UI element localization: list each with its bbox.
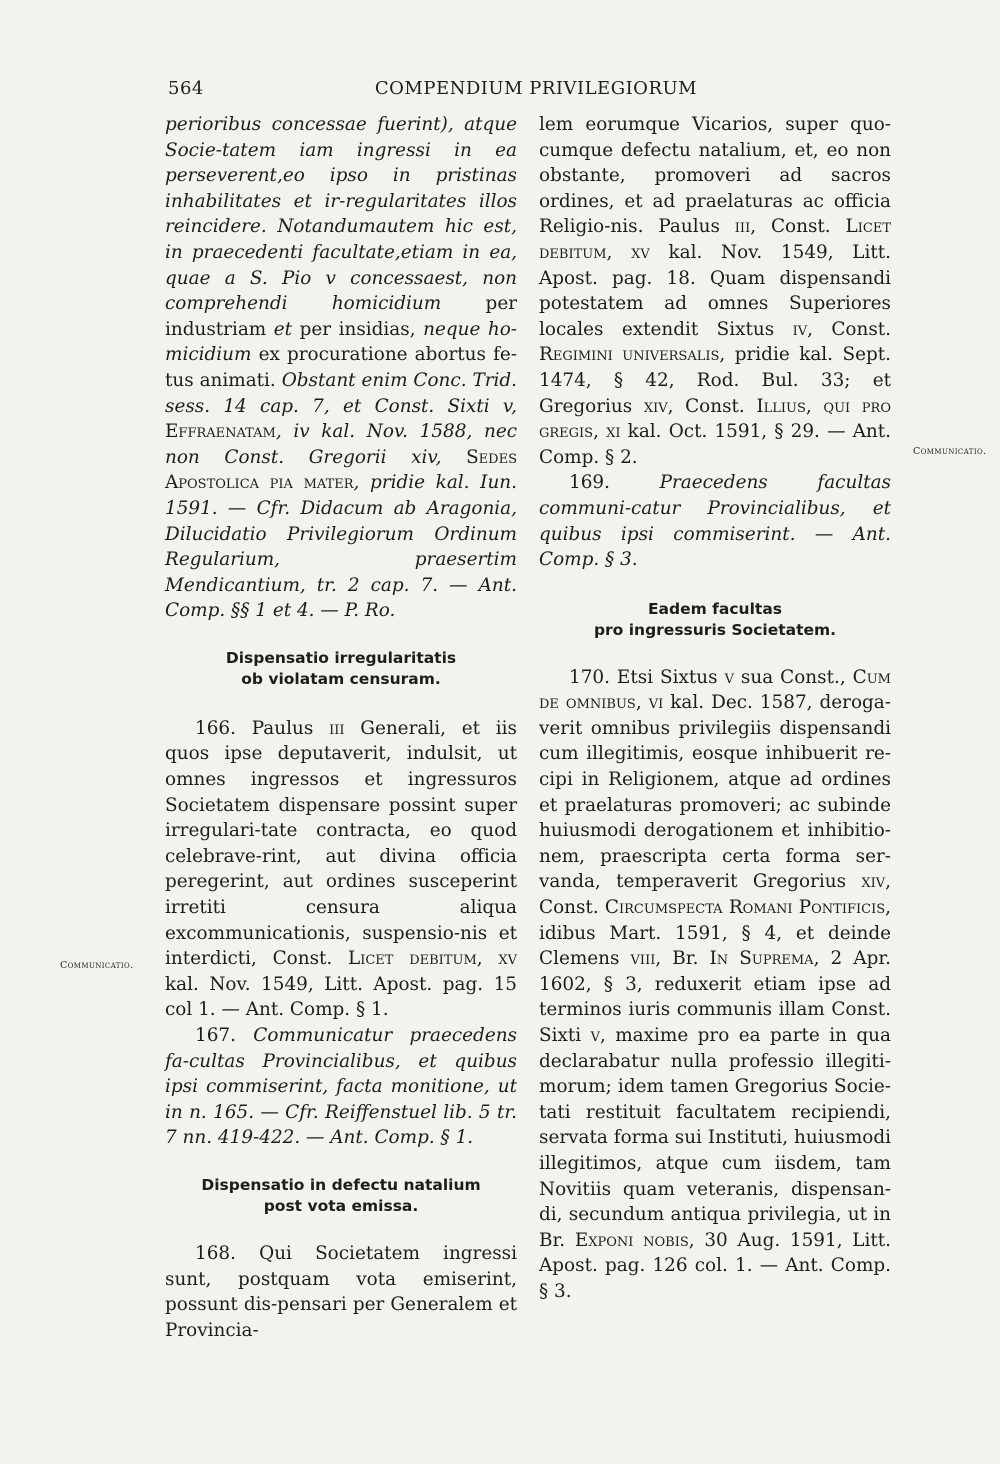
paragraph-continuation bbox=[165, 112, 517, 624]
heading-line: pro ingressuris Societatem. bbox=[593, 620, 837, 639]
text-run: 167. bbox=[195, 1025, 254, 1046]
heading-line: post vota emissa. bbox=[263, 1196, 419, 1215]
text-run: iii bbox=[734, 216, 751, 238]
text-run: Circumspecta Romani Pontificis bbox=[604, 897, 886, 919]
text-run: 166. Paulus bbox=[195, 717, 330, 739]
text-run: iv bbox=[792, 318, 808, 340]
text-run: xv bbox=[498, 948, 518, 970]
text-run: , bbox=[593, 421, 607, 443]
section-heading-irregularitatis bbox=[165, 648, 517, 690]
margin-note-left: Communicatio. bbox=[60, 960, 134, 971]
text-run: xiv bbox=[643, 395, 668, 417]
text-run: 170. Etsi Sixtus bbox=[569, 666, 725, 688]
text-run: per industriam bbox=[165, 293, 518, 340]
text-run: , bbox=[635, 692, 649, 714]
text-run: , Const. bbox=[667, 395, 757, 417]
text-run: kal. Dec. 1587, deroga-verit omnibus privilegiis dispensandi cum illegitimis, eosque inhibuerit re-cipi in Religionem, atque ad ordines et praelaturas promoveri; ac subinde huiusmodi derogationem et inhibitio-nem, praescripta certa forma ser-vanda, temperaverit Gregorius bbox=[539, 692, 891, 893]
text-run: , maxime pro ea parte in qua declarabatur nulla professio illegiti-morum; idem tamen Gregorius Socie-tati restituit facultatem recipiendi, servata forma sui Instituti, huiusmodi illegitimos, atque cum iisdem, tam Novitiis quam veteranis, dispensan-di, secundum antiqua privilegia, ut in Br. bbox=[539, 1025, 891, 1251]
text-run: Cum de omnibus bbox=[539, 666, 891, 714]
text-run: vi bbox=[648, 692, 664, 714]
text-run: iii bbox=[329, 717, 345, 739]
text-run: neque ho-micidium bbox=[165, 318, 517, 366]
text-run: perioribus concessae fuerint), atque Socie- bbox=[165, 114, 517, 161]
heading-line: Eadem facultas bbox=[647, 599, 783, 618]
text-run: Licet debitum bbox=[348, 948, 477, 970]
text-run: lem eorumque Vicarios, super quo-cumque defectu natalium, et, eo non obstante, promoveri ad sacros ordines, et ad praelaturas ac officia Religio-nis. Paulus bbox=[539, 114, 891, 238]
text-run: kal. Nov. 1549, Litt. Apost. pag. 18. Quam dispensandi potestatem ad omnes Superiores locales extendit Sixtus bbox=[539, 241, 891, 340]
text-run: v bbox=[724, 666, 734, 688]
text-run: , Const. bbox=[807, 318, 891, 340]
text-run: xi bbox=[606, 421, 621, 443]
text-run: Effraenatam bbox=[165, 421, 276, 443]
text-run: autem hic est, in praecedenti facultate, bbox=[165, 216, 517, 263]
text-run: Obstant enim Conc. Trid. sess. 14 cap. 7, et Const. Sixti v, bbox=[165, 369, 518, 417]
text-run: Praecedens facultas communi-catur Provincialibus, et quibus ipsi commiserint. — Ant. Comp. § 3. bbox=[539, 472, 891, 571]
text-run: Illius, qui pro gregis bbox=[539, 395, 891, 443]
text-run: kal. Nov. 1549, Litt. Apost. pag. 15 col 1. — Ant. Comp. § 1. bbox=[165, 973, 517, 1021]
margin-note-right: Communicatio. bbox=[913, 446, 987, 457]
paragraph-166 bbox=[165, 716, 517, 1023]
text-run: xiv bbox=[861, 871, 886, 893]
text-run: eo ipso in pristinas inhabilitates et ir- bbox=[165, 165, 517, 212]
text-run: v bbox=[590, 1025, 600, 1046]
text-run: , 30 Aug. 1591, Litt. Apost. pag. 126 col. 1. — Ant. Comp. § 3. bbox=[539, 1229, 891, 1302]
text-run: xv bbox=[631, 241, 650, 263]
text-run: 168. Qui Societatem ingressi sunt, postquam vota emiserint, possunt dis-pensari per Generalem et Provincia- bbox=[165, 1242, 517, 1341]
text-run: tatem iam ingressi in ea perseverent, bbox=[165, 139, 517, 187]
text-run: , pridie kal. Sept. 1474, § 42, Rod. Bul. 33; et Gregorius bbox=[539, 344, 891, 417]
text-run: Generali, et iis quos ipse deputaverit, indulsit, ut omnes ingressos et ingressuros Societatem dispensare possint super irregulari-tate contracta, eo quod celebrave-rint, aut divina officia peregerint, aut ordines susceperint irretiti censura aliqua excommunicationis, suspensio-nis et interdicti, Const. bbox=[165, 717, 517, 970]
text-run: sua Const., bbox=[733, 666, 853, 688]
heading-line: ob violatam censuram. bbox=[241, 669, 441, 688]
section-heading-eadem bbox=[539, 599, 891, 641]
right-column bbox=[539, 112, 891, 1305]
text-run: Communicatur praecedens fa-cultas Provincialibus, et quibus ipsi commiserint, facta monitione, ut in n. 165. — Cfr. Reiffenstuel lib. 5 tr. 7 nn. 419-422. — Ant. Comp. § 1. bbox=[165, 1025, 517, 1149]
section-heading-natalium bbox=[165, 1175, 517, 1217]
text-run: et bbox=[273, 318, 293, 340]
text-run: , 2 Apr. 1602, § 3, reduxerit etiam ipse ad terminos iuris communis illam Const. Sixti bbox=[539, 948, 891, 1046]
text-run: est, non comprehendi homicidium bbox=[165, 267, 518, 315]
text-run: regularitates illos reincidere. Notandum bbox=[165, 190, 517, 238]
text-run: , iv kal. Nov. 1588, nec non Const. Gregorii xiv, bbox=[165, 421, 517, 468]
text-run: , Const. bbox=[750, 216, 846, 238]
text-run: Exponi nobis bbox=[574, 1229, 689, 1251]
text-run: ex procuratione abortus fe-tus animati. bbox=[165, 344, 517, 391]
text-run: viii bbox=[630, 948, 656, 970]
paragraph-168 bbox=[165, 1241, 517, 1343]
text-run: Licet debitum bbox=[539, 216, 892, 263]
paragraph-167 bbox=[165, 1023, 517, 1151]
paragraph-170 bbox=[539, 665, 891, 1305]
text-run: , Const. bbox=[539, 871, 891, 919]
text-run: 169. bbox=[569, 472, 660, 494]
text-run: etiam in ea, quae a S. Pio v concessa bbox=[165, 241, 518, 289]
text-run: Regimini universalis bbox=[539, 344, 720, 366]
left-column bbox=[165, 112, 517, 1343]
text-run: , idibus Mart. 1591, § 4, et deinde Clemens bbox=[539, 897, 891, 970]
paragraph-168-continuation bbox=[539, 112, 891, 470]
text-run: , bbox=[606, 241, 632, 263]
heading-line: Dispensatio irregularitatis bbox=[225, 648, 457, 667]
text-run: Sedes Apostolica pia mater bbox=[165, 446, 517, 494]
page-number: 564 bbox=[168, 78, 204, 99]
running-header bbox=[168, 78, 904, 106]
paragraph-169 bbox=[539, 470, 891, 572]
text-run: , bbox=[476, 948, 499, 970]
text-run: kal. Oct. 1591, § 29. — Ant. Comp. § 2. bbox=[539, 421, 891, 468]
text-run: In Suprema bbox=[709, 948, 814, 970]
heading-line: Dispensatio in defectu natalium bbox=[201, 1175, 481, 1194]
text-run: , Br. bbox=[655, 948, 710, 970]
text-run: , pridie kal. Iun. 1591. — Cfr. Didacum ab Aragonia, Dilucidatio Privilegiorum Ordinum Regularium, praesertim Mendicantium, tr. 2 cap. 7. — Ant. Comp. §§ 1 et 4. — P. Ro. bbox=[165, 472, 517, 622]
running-title: COMPENDIUM PRIVILEGIORUM bbox=[374, 78, 698, 99]
text-run: per insidias, bbox=[292, 318, 424, 340]
